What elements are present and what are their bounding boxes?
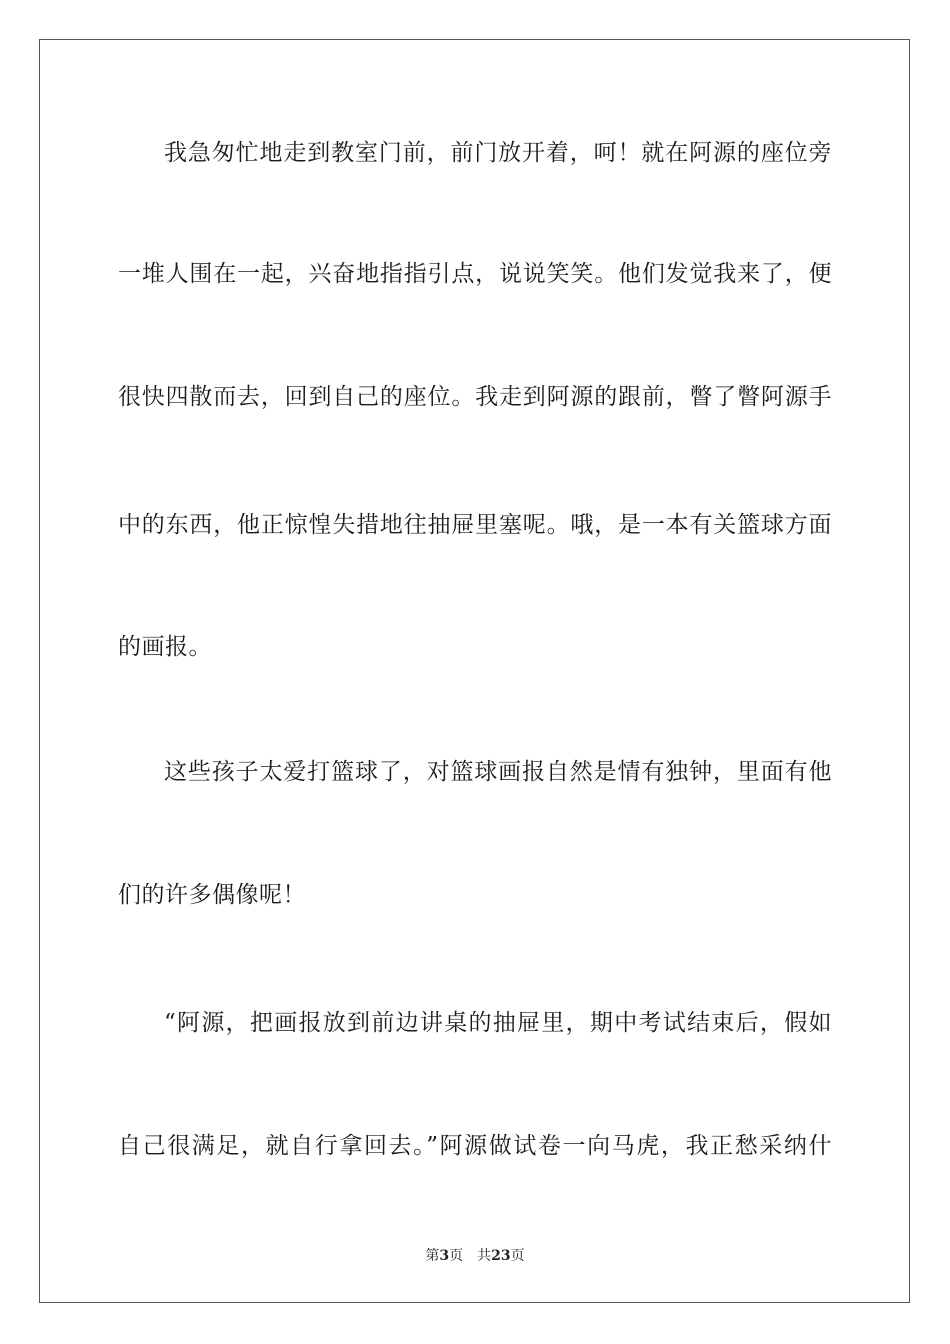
paragraph-1-line-5: 的画报。 xyxy=(118,634,212,660)
footer-total-prefix: 共 xyxy=(477,1248,492,1264)
footer-total-pages: 23 xyxy=(491,1248,511,1264)
footer-page-suffix: 页 xyxy=(449,1248,464,1264)
footer-page-prefix: 第 xyxy=(425,1248,440,1264)
paragraph-1-line-4: 中的东西，他正惊惶失措地往抽屉里塞呢。哦，是一本有关篮球方面 xyxy=(118,512,832,538)
footer-total-suffix: 页 xyxy=(510,1248,525,1264)
paragraph-1-line-3: 很快四散而去，回到自己的座位。我走到阿源的跟前，瞥了瞥阿源手 xyxy=(118,384,832,410)
page-footer xyxy=(0,1247,950,1265)
paragraph-3-line-2: 自己很满足，就自行拿回去。”阿源做试卷一向马虎，我正愁采纳什 xyxy=(118,1133,832,1159)
paragraph-2-line-2: 们的许多偶像呢！ xyxy=(118,882,306,908)
footer-page-number: 3 xyxy=(439,1248,450,1264)
paragraph-3-line-1: “阿源，把画报放到前边讲桌的抽屉里，期中考试结束后，假如 xyxy=(164,1010,832,1036)
paragraph-1-line-1: 我急匆忙地走到教室门前，前门放开着，呵！就在阿源的座位旁 xyxy=(164,140,832,166)
paragraph-2-line-1: 这些孩子太爱打篮球了，对篮球画报自然是情有独钟，里面有他 xyxy=(164,759,832,785)
paragraph-1-line-2: 一堆人围在一起，兴奋地指指引点，说说笑笑。他们发觉我来了，便 xyxy=(118,261,832,287)
page-border xyxy=(39,39,910,1303)
